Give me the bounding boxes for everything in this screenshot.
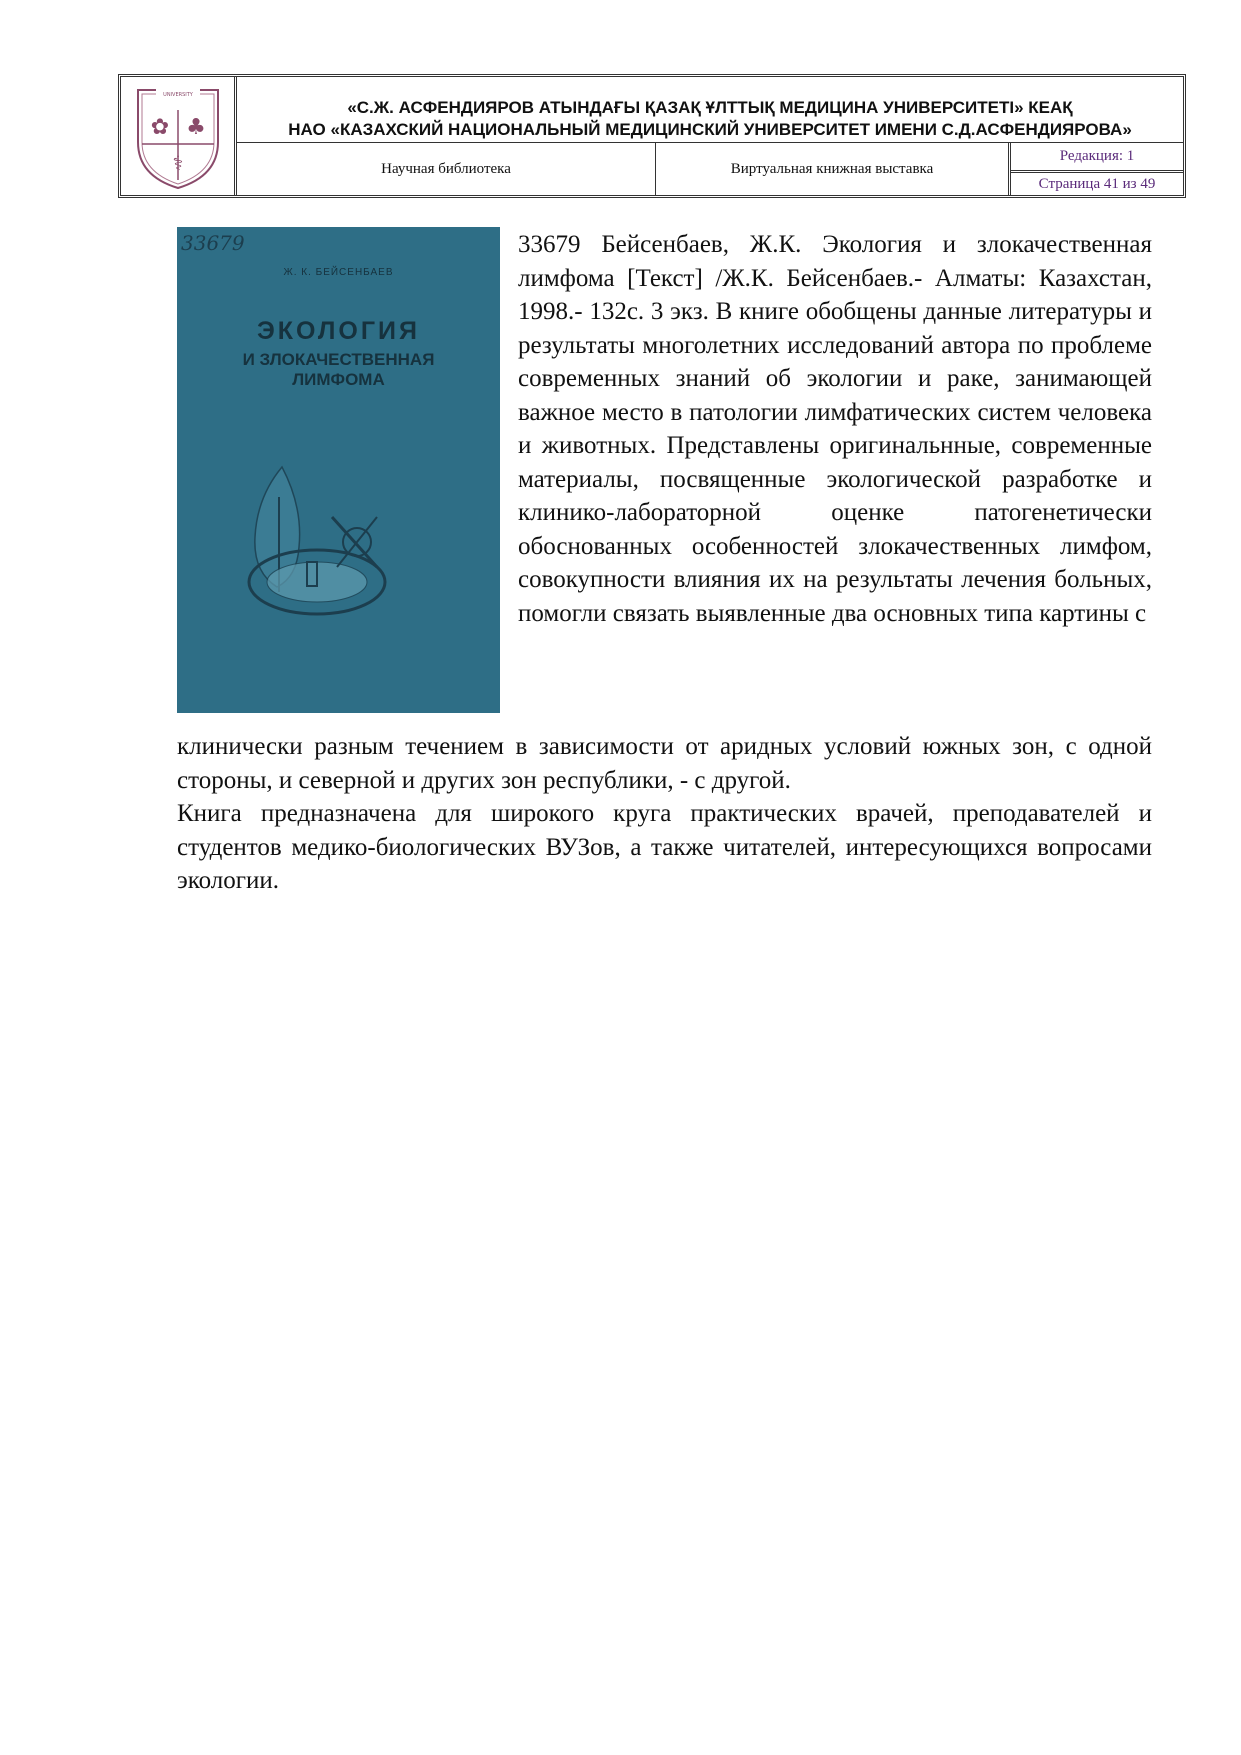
- book-cover-image: [177, 227, 500, 713]
- university-title: [237, 77, 1183, 143]
- entry-continuation: клинически разным течением в зависимости от аридных условий южных зон, с одной стороны, и северной и других зон республики, - с другой.: [177, 733, 1152, 794]
- page-counter: Страница 41 из 49: [1038, 175, 1156, 192]
- university-seal-icon: [126, 80, 230, 192]
- cover-inventory-number: 33679: [181, 231, 245, 255]
- title-kazakh: «С.Ж. АСФЕНДИЯРОВ АТЫНДАҒЫ ҚАЗАҚ ҰЛТТЫҚ МЕДИЦИНА УНИВЕРСИТЕТІ» КЕАҚ: [347, 98, 1073, 117]
- book-entry-wrapped: 33679 Бейсенбаев, Ж.К. Экология и злокачественная лимфома [Текст] /Ж.К. Бейсенбаев.- Алматы: Казахстан, 1998.- 132с. 3 экз. В книге обобщены данные литературы и результаты многолетних исследований автора по проблеме современных знаний об экологии и раке, занимающей важное место в патологии лимфатических систем человека и животных. Представлены оригинальнные, современные материалы, посвященные экологической разработке и клинико-лабораторной оценке патогенетически обоснованных особенностей злокачественных лимфом, совокупности влияния их на результаты лечения больных, помогли связать выявленные два основных типа картины с: [518, 231, 1152, 627]
- entry-audience: Книга предназначена для широкого круга практических врачей, преподавателей и студентов медико-биологических ВУЗов, а также читателей, интересующихся вопросами экологии.: [177, 800, 1152, 894]
- cover-title-line3: ЛИМФОМА: [292, 370, 385, 389]
- title-russian: НАО «КАЗАХСКИЙ НАЦИОНАЛЬНЫЙ МЕДИЦИНСКИЙ УНИВЕРСИТЕТ ИМЕНИ С.Д.АСФЕНДИЯРОВА»: [288, 120, 1132, 139]
- svg-text:♣: ♣: [185, 115, 206, 140]
- cover-title-line1: ЭКОЛОГИЯ: [257, 317, 420, 345]
- svg-text:✿: ✿: [150, 115, 169, 140]
- cover-title-line2: И ЗЛОКАЧЕСТВЕННАЯ: [242, 350, 435, 369]
- svg-text:UNIVERSITY: UNIVERSITY: [162, 92, 193, 98]
- document-header: [118, 74, 1186, 198]
- cover-illustration: [237, 457, 407, 627]
- exhibition-name: Виртуальная книжная выставка: [656, 143, 1011, 195]
- edition-label: Редакция: 1: [1011, 143, 1183, 173]
- section-name: Научная библиотека: [237, 143, 656, 195]
- university-logo: [121, 77, 237, 195]
- cover-author: Ж. К. БЕЙСЕНБАЕВ: [283, 267, 394, 278]
- svg-text:⚕: ⚕: [172, 151, 183, 175]
- cover-title: [177, 317, 500, 390]
- book-entry-full: [177, 730, 1152, 898]
